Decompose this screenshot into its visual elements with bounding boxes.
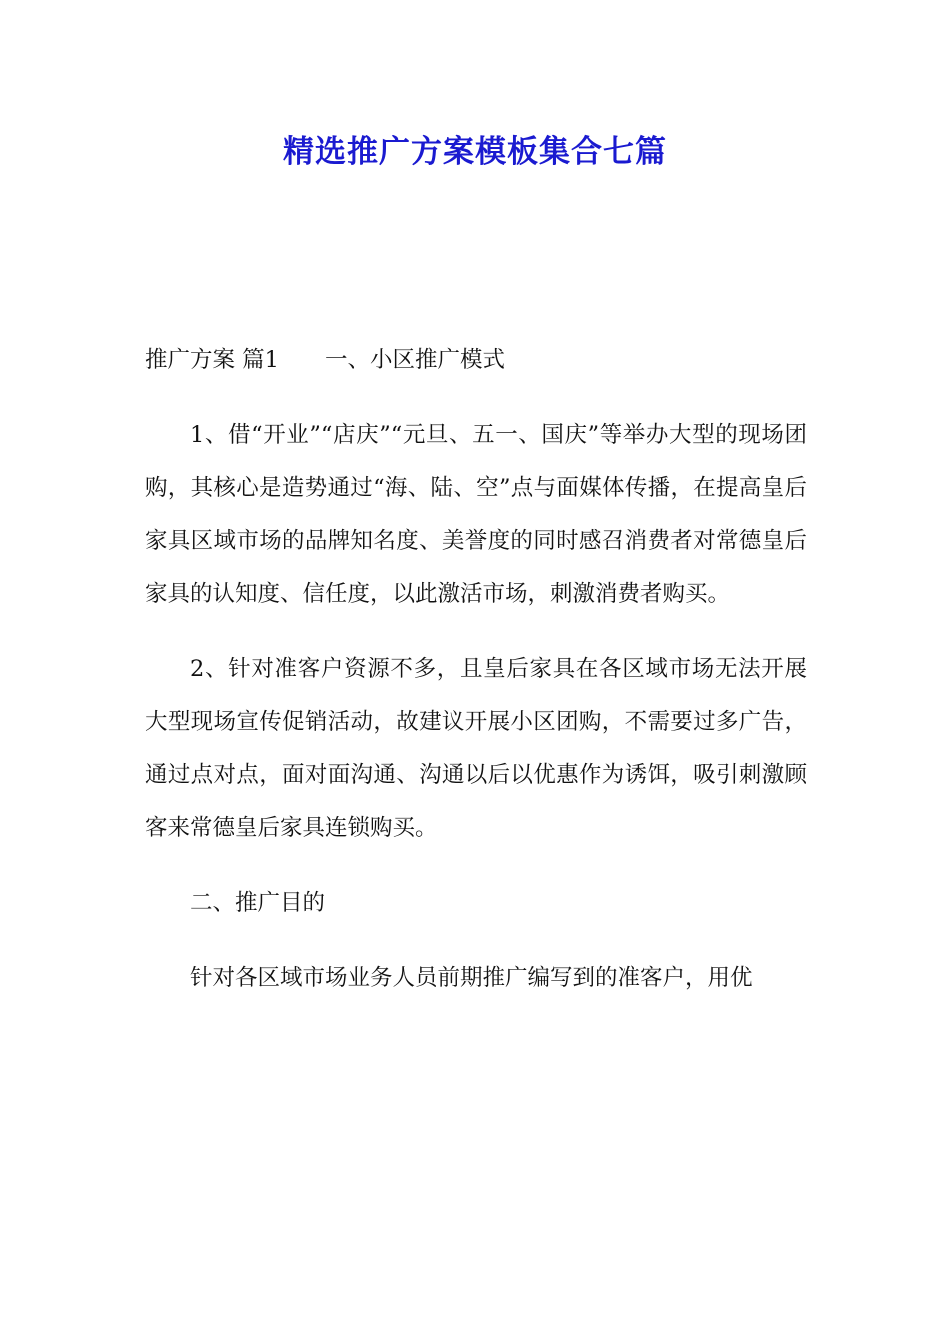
paragraph-2: 2、针对准客户资源不多，且皇后家具在各区域市场无法开展大型现场宣传促销活动，故建议开展小区团购，不需要过多广告，通过点对点，面对面沟通、沟通以后以优惠作为诱饵，吸引刺激顾客来常德皇后家具连锁购买。 — [145, 656, 807, 841]
paragraph-3: 针对各区域市场业务人员前期推广编写到的准客户，用优 — [190, 965, 753, 991]
section-heading: 一、小区推广模式 — [324, 347, 505, 373]
document-body — [145, 334, 807, 1027]
paragraph-1: 1、借“开业”“店庆”“元旦、五一、国庆”等举办大型的现场团购，其核心是造势通过“海、陆、空”点与面媒体传播，在提高皇后家具区域市场的品牌知名度、美誉度的同时感召消费者对常德皇后家具的认知度、信任度，以此激活市场，刺激消费者购买。 — [145, 422, 807, 607]
subheading-purpose: 二、推广目的 — [190, 890, 326, 916]
article-label: 推广方案 篇1 — [145, 347, 279, 373]
section-heading-line — [145, 334, 807, 387]
document-title: 精选推广方案模板集合七篇 — [283, 134, 667, 170]
